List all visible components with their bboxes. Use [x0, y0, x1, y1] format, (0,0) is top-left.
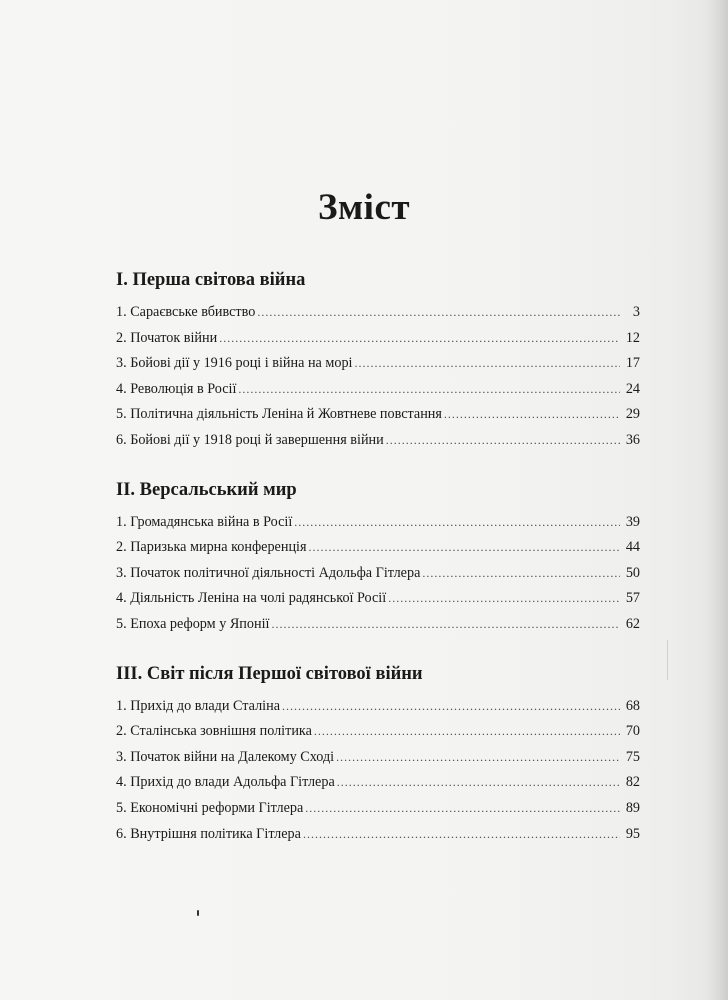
entry-label: 2. Початок війни: [116, 329, 218, 346]
toc-section-1: [116, 268, 640, 454]
toc-section-3: [116, 662, 640, 848]
leader-dots: [388, 586, 620, 612]
toc-entry: [116, 351, 640, 377]
entry-label: 2. Паризька мирна конференція: [116, 539, 307, 556]
entry-page-number: 29: [625, 406, 640, 423]
leader-dots: [271, 612, 620, 638]
entry-label: 3. Бойові дії у 1916 році і війна на морі: [116, 355, 353, 372]
entry-label: 4. Діяльність Леніна на чолі радянської Росії: [116, 590, 387, 607]
leader-dots: [386, 428, 620, 454]
toc-entry: [116, 770, 640, 796]
scan-artifact-line: [667, 640, 668, 680]
page-title: Зміст: [317, 187, 411, 228]
entry-page-number: 75: [625, 748, 640, 765]
entry-page-number: 36: [625, 431, 640, 448]
entry-page-number: 50: [625, 564, 640, 581]
entry-page-number: 44: [625, 539, 640, 556]
entry-label: 3. Початок війни на Далекому Сході: [116, 748, 335, 765]
leader-dots: [305, 796, 620, 822]
toc-entry: [116, 428, 640, 454]
toc-entry: [116, 745, 640, 771]
entry-page-number: 70: [625, 723, 640, 740]
entry-page-number: 82: [625, 774, 640, 791]
leader-dots: [422, 561, 620, 587]
leader-dots: [238, 377, 620, 403]
entry-label: 1. Громадянська війна в Росії: [116, 513, 293, 530]
toc-section-2: [116, 478, 640, 638]
scan-speck: [197, 910, 199, 916]
entry-label: 5. Економічні реформи Гітлера: [116, 799, 304, 816]
leader-dots: [314, 719, 620, 745]
entry-page-number: 3: [632, 304, 640, 320]
section-title: ІІ. Версальський мир: [116, 479, 297, 500]
entry-label: 1. Сараєвське вбивство: [116, 304, 256, 320]
section-title: ІІІ. Світ після Першої світової війни: [116, 663, 423, 684]
entry-page-number: 89: [625, 799, 640, 816]
toc-entry: [116, 796, 640, 822]
table-of-contents: [116, 268, 640, 871]
toc-entry: [116, 694, 640, 720]
leader-dots: [309, 535, 620, 561]
toc-entry: [116, 561, 640, 587]
entry-label: 4. Прихід до влади Адольфа Гітлера: [116, 774, 335, 791]
leader-dots: [303, 822, 620, 848]
entry-page-number: 62: [625, 615, 640, 632]
toc-entry: [116, 586, 640, 612]
entry-label: 6. Бойові дії у 1918 році й завершення війни: [116, 431, 384, 448]
toc-entry: [116, 300, 640, 326]
section-title: І. Перша світова війна: [116, 270, 306, 290]
leader-dots: [219, 326, 620, 352]
toc-entry: [116, 612, 640, 638]
entry-label: 3. Початок політичної діяльності Адольфа Гітлера: [116, 564, 421, 581]
entry-page-number: 39: [625, 513, 640, 530]
entry-label: 5. Епоха реформ у Японії: [116, 615, 270, 632]
entry-page-number: 68: [625, 697, 640, 714]
entry-page-number: 57: [625, 590, 640, 607]
toc-entry: [116, 719, 640, 745]
entry-page-number: 17: [625, 355, 640, 372]
entry-page-number: 95: [625, 825, 640, 842]
entry-label: 5. Політична діяльність Леніна й Жовтневе повстання: [116, 406, 442, 423]
toc-entry: [116, 326, 640, 352]
entry-label: 2. Сталінська зовнішня політика: [116, 723, 312, 740]
toc-entry: [116, 535, 640, 561]
toc-entry: [116, 402, 640, 428]
toc-entry: [116, 377, 640, 403]
leader-dots: [444, 402, 620, 428]
leader-dots: [282, 694, 620, 720]
entry-page-number: 24: [625, 380, 640, 397]
leader-dots: [336, 745, 620, 771]
leader-dots: [337, 770, 620, 796]
toc-entry: [116, 822, 640, 848]
entry-page-number: 12: [625, 329, 640, 346]
leader-dots: [354, 351, 620, 377]
toc-entry: [116, 510, 640, 536]
entry-label: 1. Прихід до влади Сталіна: [116, 697, 281, 714]
leader-dots: [257, 300, 620, 326]
entry-label: 4. Революція в Росії: [116, 380, 237, 397]
entry-label: 6. Внутрішня політика Гітлера: [116, 825, 301, 842]
leader-dots: [294, 510, 620, 536]
page-edge-shadow: [706, 0, 728, 1000]
